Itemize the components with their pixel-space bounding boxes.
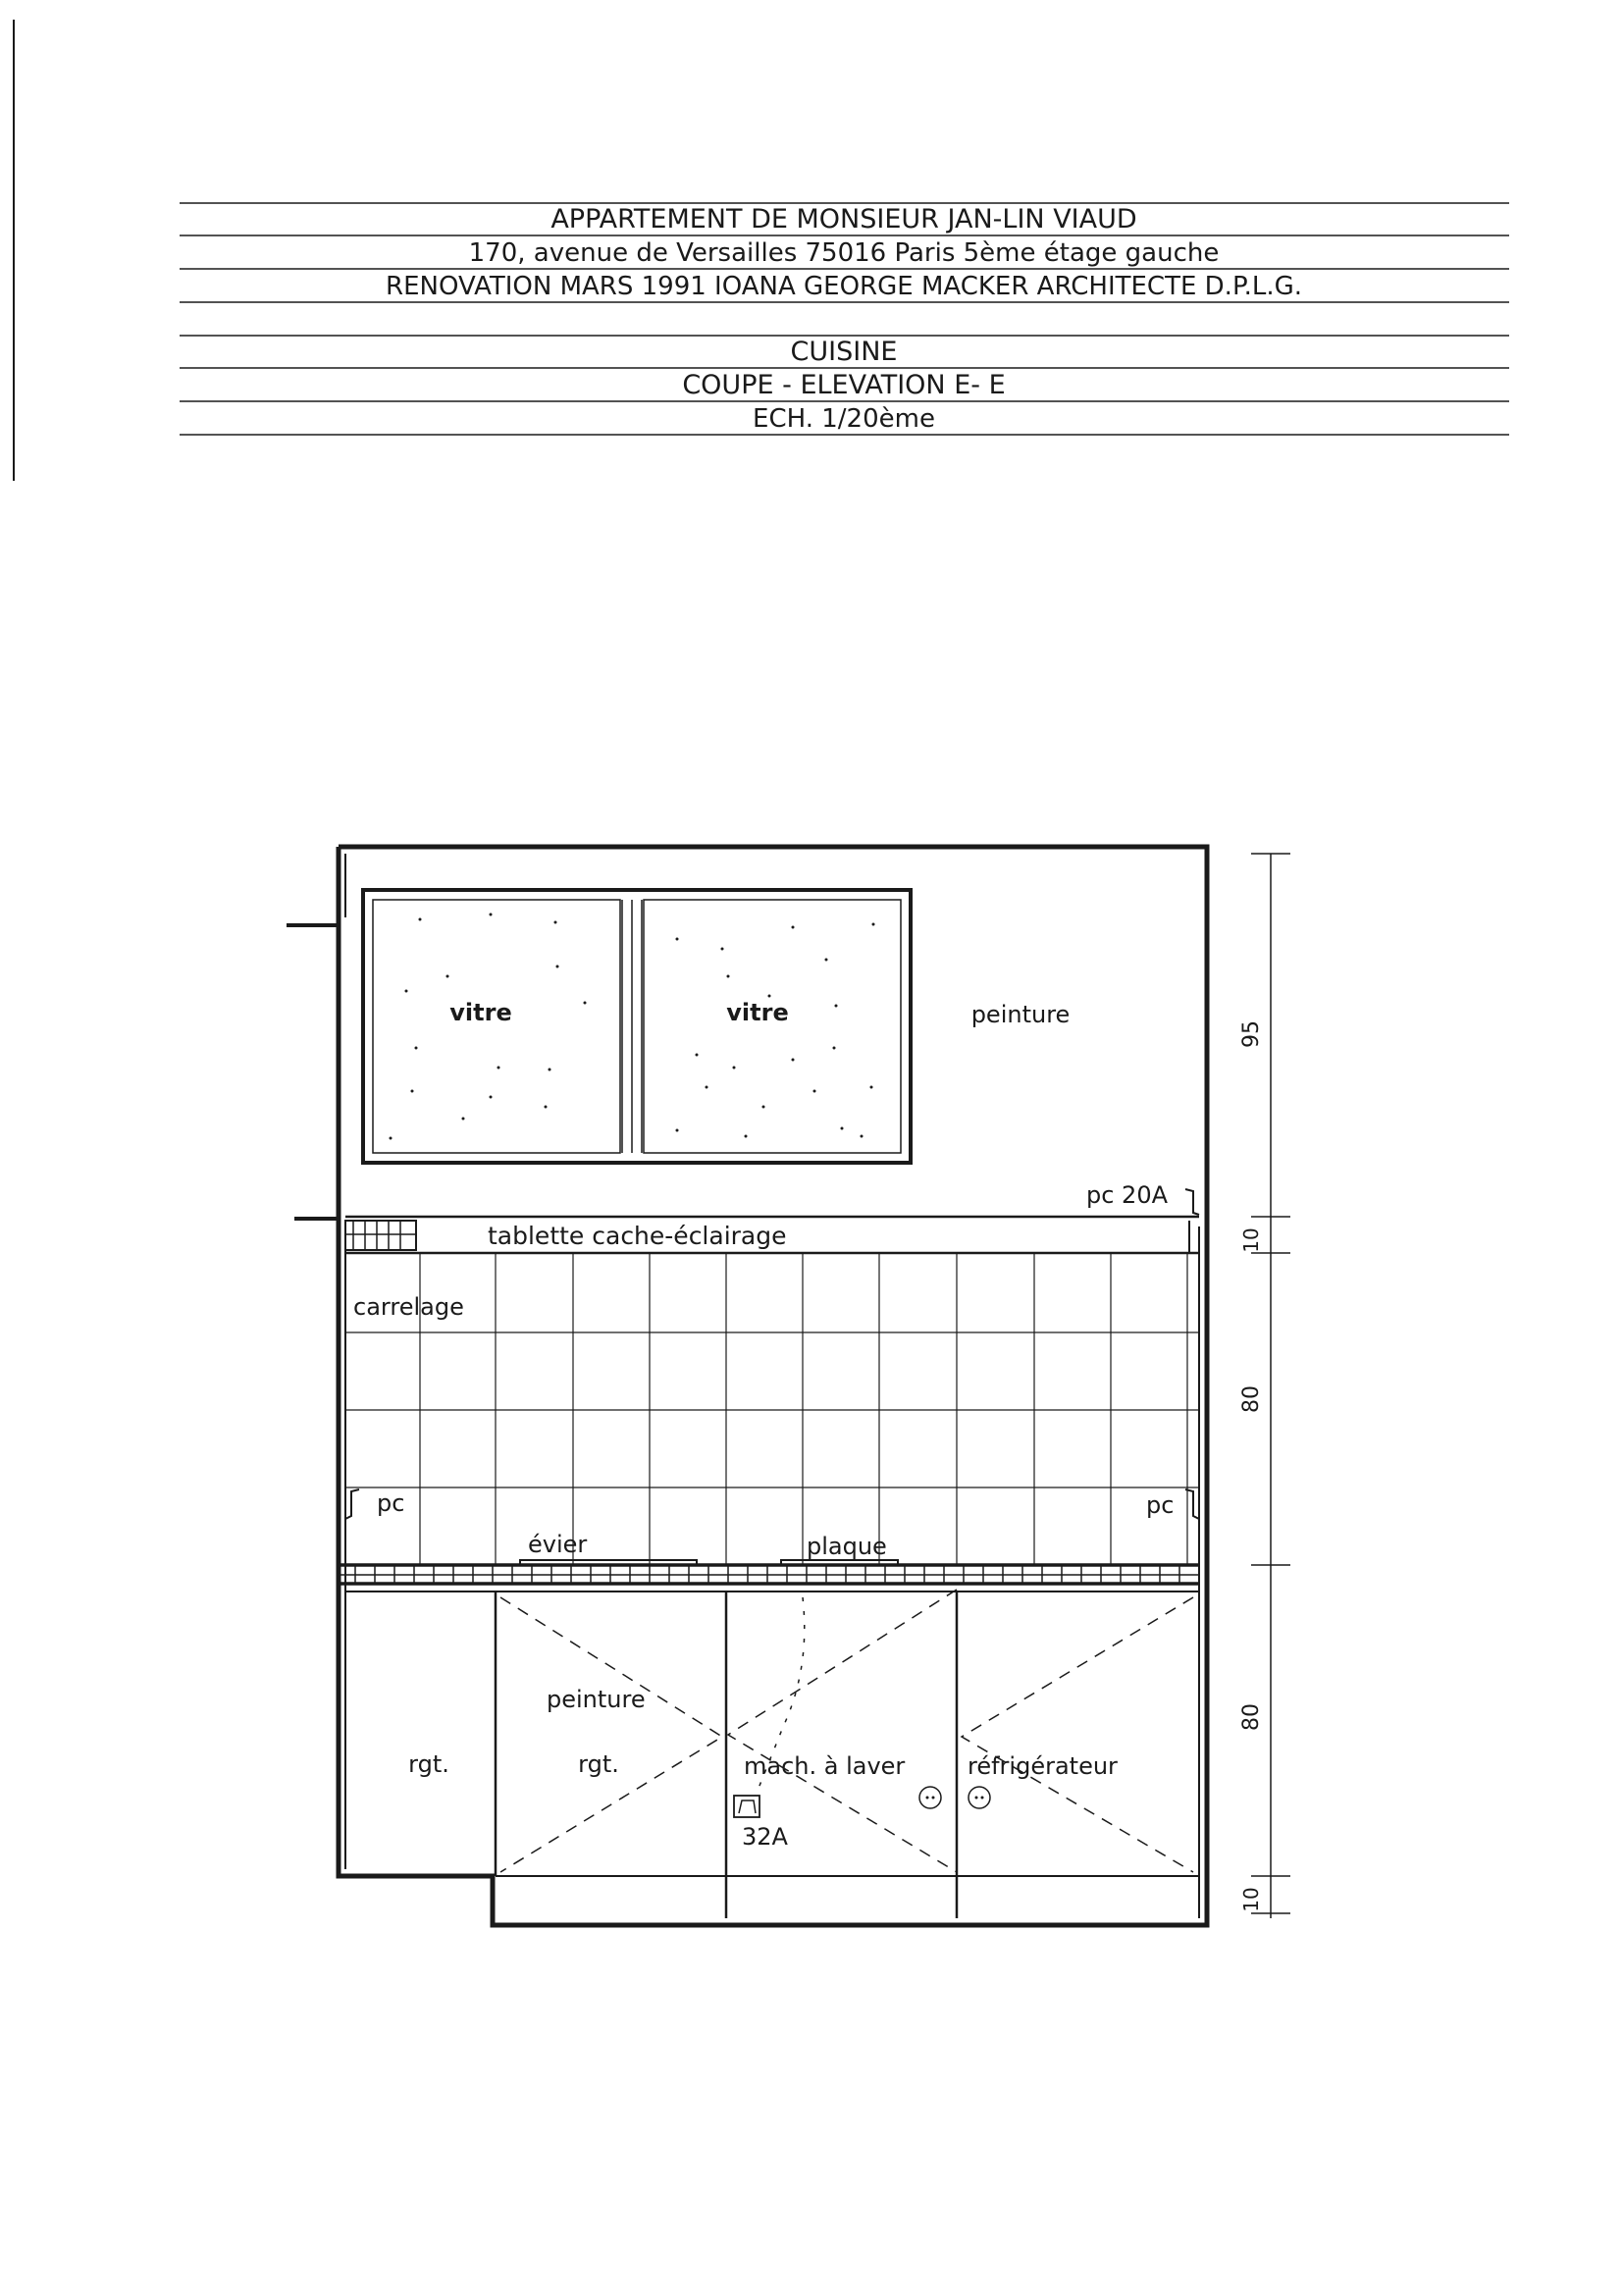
dim-80-upper: 80: [1239, 1385, 1264, 1413]
dim-10-top: 10: [1239, 1227, 1263, 1253]
electrical-symbols: [734, 1787, 990, 1817]
view-name: COUPE - ELEVATION E- E: [682, 370, 1006, 400]
label-tablette: tablette cache-éclairage: [488, 1222, 787, 1250]
project-architect: RENOVATION MARS 1991 IOANA GEORGE MACKER ARCHITECTE D.P.L.G.: [386, 272, 1302, 301]
dim-80-lower: 80: [1239, 1703, 1264, 1731]
window-pane-right: [644, 900, 901, 1153]
label-vitre-left: vitre: [449, 999, 512, 1026]
label-outlet-top: pc 20A: [1086, 1181, 1169, 1209]
outlet-icon-pin: [981, 1797, 984, 1800]
project-title: APPARTEMENT DE MONSIEUR JAN-LIN VIAUD: [550, 204, 1137, 235]
shelf-end-block: [345, 1221, 416, 1250]
label-rgt-2: rgt.: [578, 1750, 619, 1778]
outlet-icon-pin: [932, 1797, 935, 1800]
outlet-icon-pin: [975, 1797, 978, 1800]
outlet-icon: [969, 1787, 990, 1808]
dim-10-bottom: 10: [1239, 1887, 1263, 1912]
breaker-box-icon-detail: [739, 1800, 756, 1813]
label-evier: évier: [528, 1531, 588, 1558]
label-pc-right: pc: [1146, 1491, 1175, 1519]
label-carrelage: carrelage: [353, 1293, 464, 1321]
window-pane-left: [373, 900, 620, 1153]
tile-grid: [345, 1253, 1199, 1565]
dim-95: 95: [1239, 1020, 1264, 1048]
label-pc-left: pc: [377, 1489, 405, 1517]
label-machine: mach. à laver: [744, 1752, 906, 1780]
outlet-icon-pin: [926, 1797, 929, 1800]
outlet-icon: [919, 1787, 941, 1808]
label-plaque: plaque: [807, 1533, 887, 1560]
project-address: 170, avenue de Versailles 75016 Paris 5ème étage gauche: [468, 238, 1220, 268]
window: [363, 890, 911, 1163]
window-frame: [363, 890, 911, 1163]
label-breaker: 32A: [742, 1823, 788, 1851]
door-swing-lines: [500, 1590, 1193, 1872]
worktop-hatch: [339, 1565, 1199, 1584]
drawing-scale: ECH. 1/20ème: [753, 404, 935, 434]
title-block: [180, 203, 1509, 435]
room-name: CUISINE: [790, 337, 898, 367]
shelf-hatch: [345, 1221, 416, 1250]
outlet-bracket-left: [345, 1489, 359, 1519]
outlet-bracket-top: [1185, 1189, 1199, 1215]
worktop: [339, 1565, 1199, 1584]
kitchen-elevation: [287, 847, 1207, 1925]
breaker-box-icon: [734, 1796, 759, 1817]
label-peinture-upper: peinture: [970, 1001, 1071, 1028]
dimension-chain: [1239, 854, 1290, 1918]
label-rgt-1: rgt.: [408, 1750, 449, 1778]
label-fridge: réfrigérateur: [968, 1752, 1118, 1780]
label-vitre-right: vitre: [726, 999, 789, 1026]
label-peinture-lower: peinture: [547, 1686, 646, 1713]
